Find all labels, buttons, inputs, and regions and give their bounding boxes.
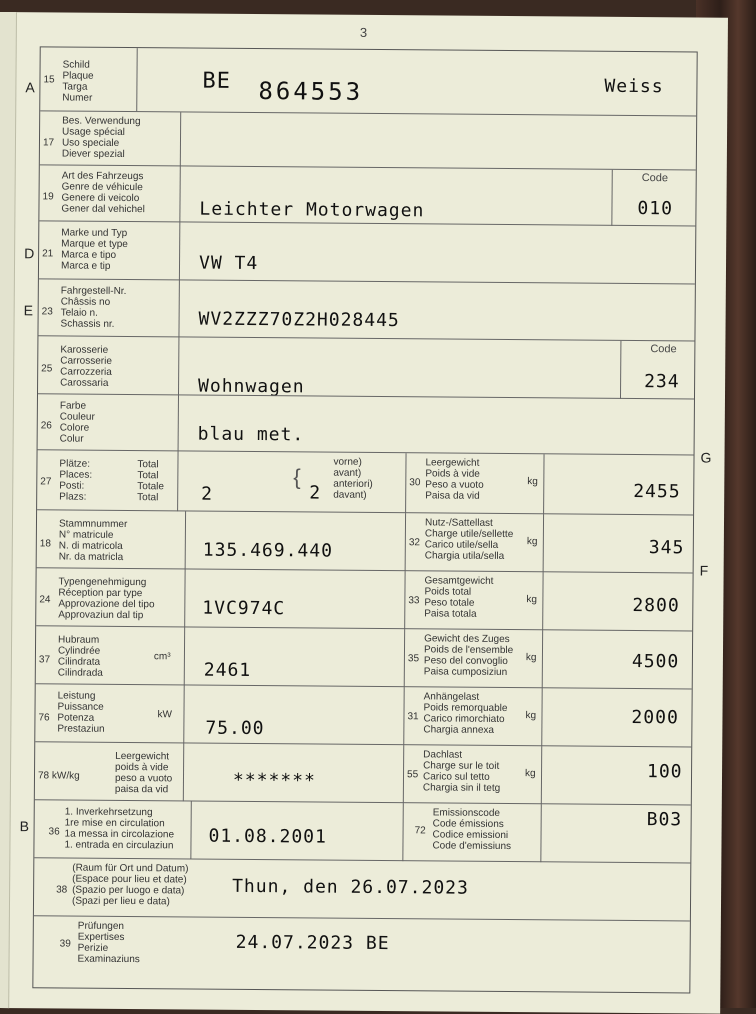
row-chassis <box>38 278 694 341</box>
place-date-value: Thun, den 26.07.2023 <box>232 875 469 899</box>
margin-letter-e: E <box>23 302 34 319</box>
field-number: 27 <box>40 476 52 488</box>
field-label: Gesamtgewicht Poids total Peso totale Paisa totala <box>424 575 494 620</box>
field-number: 78 kW/kg <box>37 770 80 782</box>
row-first-registration-emission <box>34 799 690 863</box>
type-approval-value: 1VC974C <box>202 597 286 620</box>
row-power-trailer-load <box>35 683 691 747</box>
brace: { <box>293 464 301 490</box>
first-registration-value: 01.08.2001 <box>208 825 327 848</box>
margin-letter-d: D <box>24 245 35 262</box>
empty-weight-value: 2455 <box>633 480 681 503</box>
field-number: 33 <box>408 595 420 607</box>
body-value: Wohnwagen <box>197 375 305 398</box>
payload-value: 345 <box>648 537 685 559</box>
margin-letter-b: B <box>19 818 30 835</box>
field-label: Leergewicht Poids à vide Peso a vuoto Paisa da vid <box>425 457 484 502</box>
field-label: Anhängelast Poids remorquable Carico rimorchiato Chargia annexa <box>423 691 508 736</box>
field-label: Marke und Typ Marque et type Marca e tipo Marca e tip <box>60 227 128 272</box>
field-number: 21 <box>42 248 54 260</box>
make-model-value: VW T4 <box>198 252 259 275</box>
margin-letter-f: F <box>699 562 709 579</box>
vehicle-color-note: Weiss <box>604 75 664 98</box>
field-label: 1. Inverkehrsetzung 1re mise en circulation 1a messa in circolazione 1. entrada en circulaziun <box>64 806 175 852</box>
row-make-model <box>39 220 695 284</box>
field-number: 38 <box>56 884 68 896</box>
field-number: 31 <box>407 711 419 723</box>
plate-canton: BE <box>202 68 232 94</box>
field-label: Emissionscode Code émissions Codice emissioni Code d'emissiuns <box>432 807 512 853</box>
row-displacement-train-weight <box>36 625 692 689</box>
field-number: 32 <box>408 537 421 549</box>
field-label: Farbe Couleur Colore Colur <box>59 400 95 445</box>
body-code: 234 <box>644 371 680 393</box>
field-label: Leistung Puissance Potenza Prestaziun <box>57 690 105 735</box>
roof-load-value: 100 <box>646 761 683 783</box>
unit-label: kg <box>524 768 536 780</box>
row-seats-empty-weight <box>37 449 693 515</box>
field-label: Bes. Verwendung Usage spécial Uso speciale Diever spezial <box>61 115 141 160</box>
seats-front-value: 2 <box>309 482 322 504</box>
field-number: 55 <box>406 769 419 781</box>
margin-letter-a: A <box>25 79 35 96</box>
code-label: Code <box>641 172 669 185</box>
row-type-approval-total-weight <box>36 567 692 631</box>
row-power-weight-roof-load <box>35 741 691 805</box>
field-label: (Raum für Ort und Datum) (Espace pour lieu et date) (Spazio per luogo e data) (Spazi per lieu e data) <box>71 862 189 908</box>
row-vehicle-type <box>39 164 695 226</box>
plate-number: 864553 <box>258 77 364 106</box>
field-number: 76 <box>38 712 50 724</box>
unit-label: kg <box>525 710 537 722</box>
field-label: Gewicht des Zuges Poids de l'ensemble Peso del convoglio Paisa cumposiziun <box>423 633 514 679</box>
seats-front-label: vorne) avant) anteriori) davant) <box>333 456 373 501</box>
field-label: Schild Plaque Targa Numer <box>62 59 94 104</box>
displacement-value: 2461 <box>203 659 252 681</box>
field-number: 37 <box>38 654 51 666</box>
registration-form-grid <box>32 46 697 993</box>
field-label: Art des Fahrzeugs Genre de véhicule Genere di veicolo Gener dal vehichel <box>61 170 145 216</box>
row-inspections <box>33 915 690 993</box>
field-number: 25 <box>41 363 53 375</box>
row-color <box>38 393 694 455</box>
seats-total-label: Total Total Totale Total <box>137 459 165 504</box>
unit-label: kg <box>526 536 538 548</box>
field-number: 35 <box>407 653 420 665</box>
field-label: Leergewicht poids à vide peso a vuoto paisa da vid <box>114 750 173 796</box>
field-label: Prüfungen Expertises Perizie Examinaziuns <box>77 920 140 966</box>
unit-label: cm³ <box>153 651 171 663</box>
row-matricule-payload <box>37 509 693 573</box>
field-number: 26 <box>40 420 52 432</box>
seats-total-value: 2 <box>201 483 214 505</box>
unit-label: kg <box>525 652 537 664</box>
row-special-use <box>40 110 696 170</box>
code-label: Code <box>650 343 677 356</box>
field-number: 18 <box>39 538 51 550</box>
field-number: 17 <box>42 137 55 149</box>
inspection-value: 24.07.2023 BE <box>235 931 390 955</box>
field-number: 39 <box>59 938 71 950</box>
facing-page-edge <box>0 12 17 1008</box>
field-label: Plätze: Places: Posti: Plazs: <box>59 458 93 503</box>
field-label: Typengenehmigung Réception par type Approvazione del tipo Approvaziun dal tip <box>58 576 155 622</box>
power-weight-ratio-value: ******* <box>232 769 316 792</box>
page-number: 3 <box>359 24 368 40</box>
field-number: 19 <box>42 191 54 203</box>
field-label: Fahrgestell-Nr. Châssis no Telaio n. Schassis nr. <box>60 285 127 330</box>
matricule-value: 135.469.440 <box>202 539 334 562</box>
unit-label: kW <box>157 709 172 721</box>
row-plate <box>40 47 696 115</box>
trailer-load-value: 2000 <box>631 706 679 729</box>
train-weight-value: 4500 <box>631 650 680 673</box>
field-number: 36 <box>48 826 60 838</box>
field-label: Karosserie Carrosserie Carrozzeria Carossaria <box>60 344 112 389</box>
field-label: Dachlast Charge sur le toit Carico sul tetto Chargia sin il tetg <box>422 749 501 794</box>
total-weight-value: 2800 <box>632 594 680 617</box>
row-place-date <box>34 857 690 921</box>
field-number: 72 <box>414 825 426 837</box>
vehicle-type-code: 010 <box>637 198 674 220</box>
row-body <box>38 335 694 399</box>
unit-label: kg <box>526 594 538 606</box>
emission-code-value: B03 <box>646 809 683 831</box>
field-label: Nutz-/Sattellast Charge utile/sellette Carico utile/sella Chargia utila/sella <box>424 517 514 562</box>
unit-label: kg <box>527 476 538 488</box>
vehicle-type-value: Leichter Motorwagen <box>199 198 425 222</box>
field-label: Stammnummer N° matricule N. di matricola Nr. da matricla <box>58 518 128 563</box>
field-number: 15 <box>43 74 55 86</box>
chassis-number-value: WV2ZZZ70Z2H028445 <box>198 308 400 332</box>
color-value: blau met. <box>197 423 305 446</box>
field-number: 30 <box>409 477 421 489</box>
field-number: 23 <box>41 306 53 318</box>
power-value: 75.00 <box>205 717 265 740</box>
field-label: Hubraum Cylindrée Cilindrata Cilindrada <box>57 634 103 679</box>
field-number: 24 <box>39 594 51 606</box>
vehicle-registration-page <box>0 12 728 1014</box>
margin-letter-g: G <box>700 449 712 466</box>
